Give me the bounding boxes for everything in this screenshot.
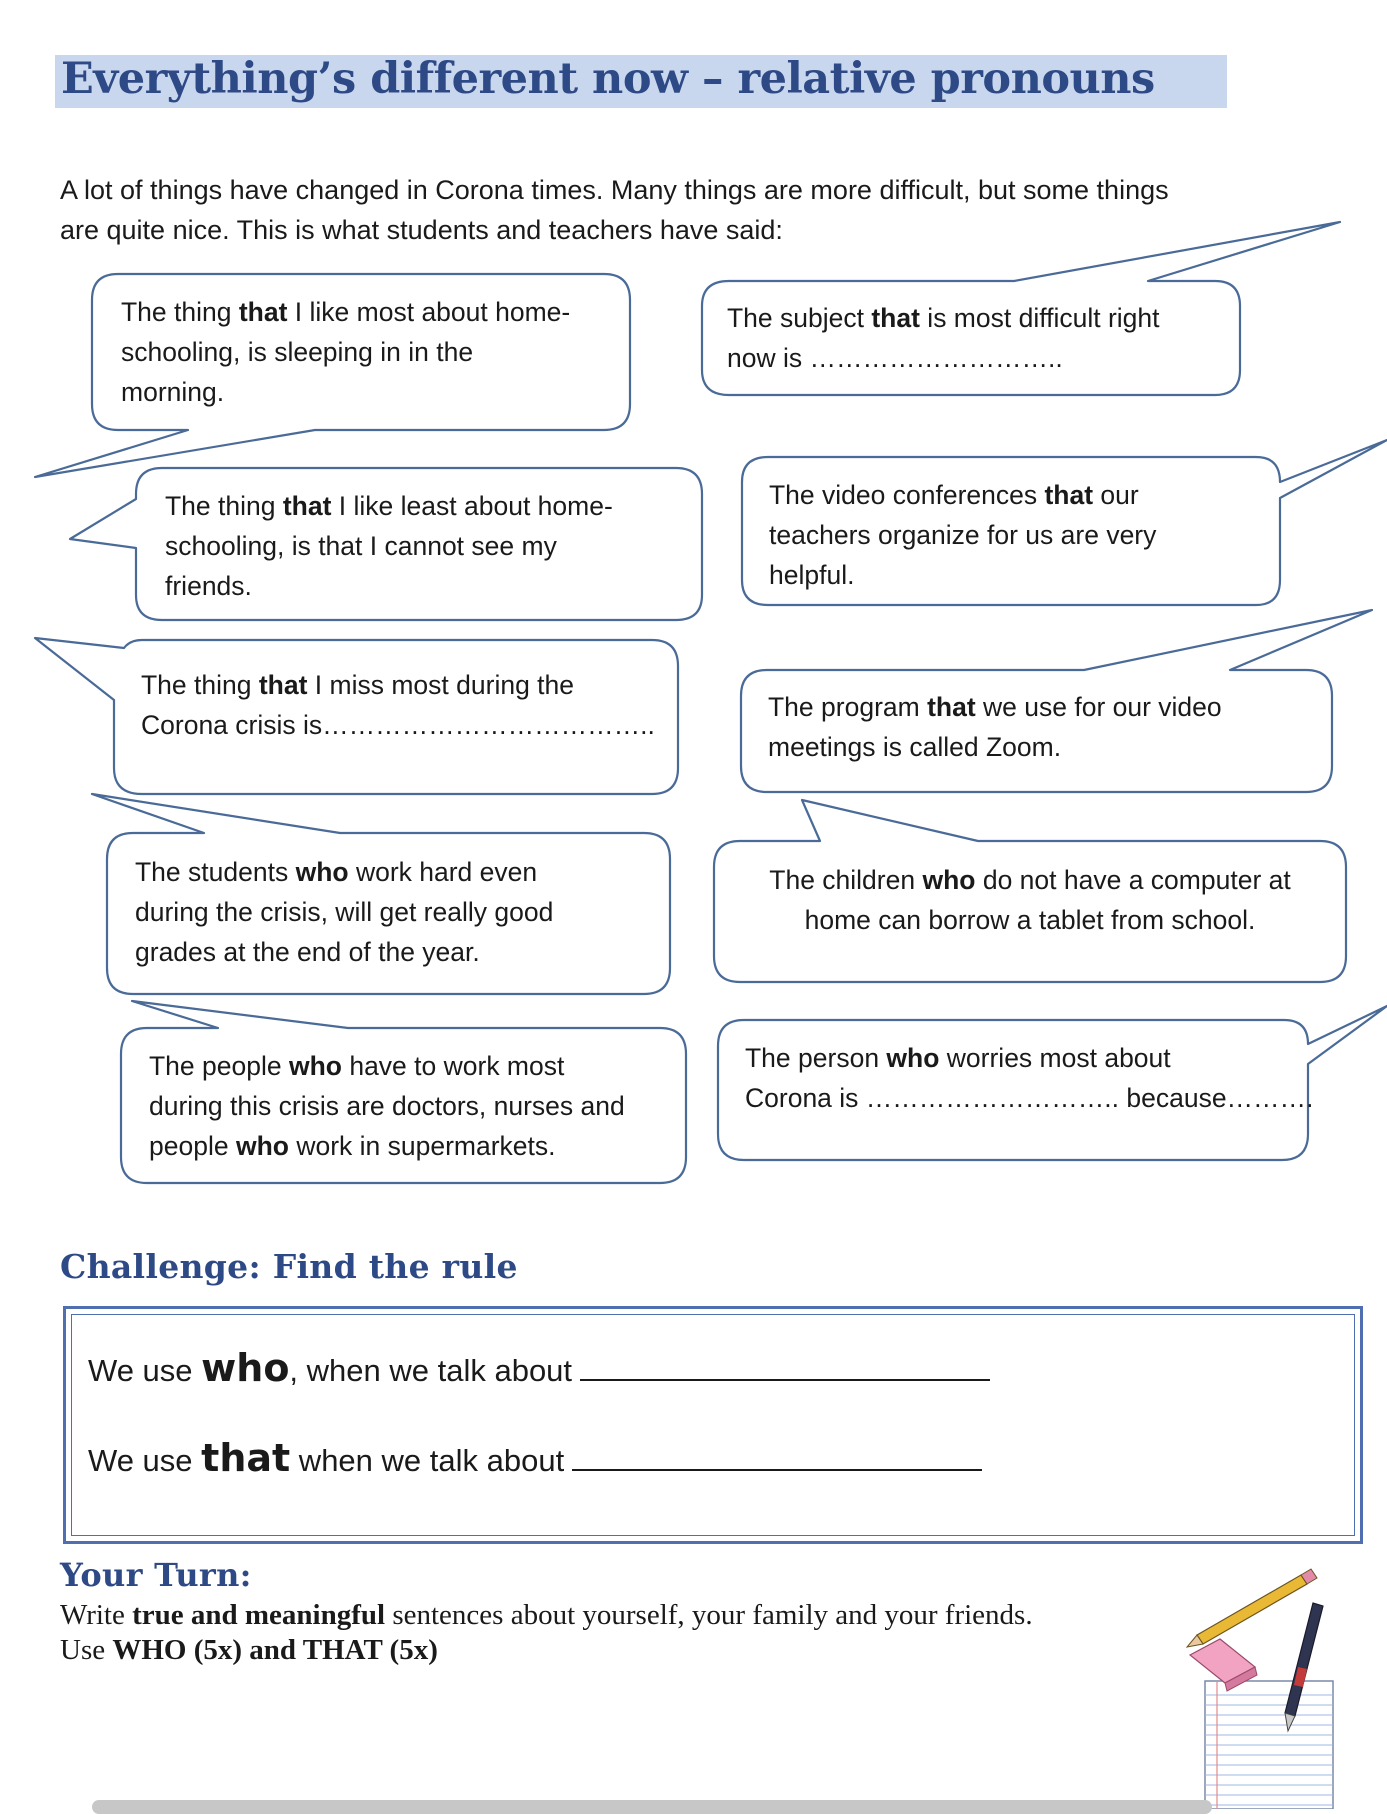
bubble-line: now is ……………………….. xyxy=(727,343,1063,373)
rule-box xyxy=(63,1306,1363,1544)
bubble-3-text xyxy=(165,486,613,606)
bubble-line: helpful. xyxy=(769,560,855,590)
bubble-4-text xyxy=(769,475,1156,595)
bubble-2-text xyxy=(727,298,1160,378)
who-answer-blank[interactable] xyxy=(580,1355,990,1381)
bubble-5-text xyxy=(141,665,655,745)
bubble-line: The students who work hard even xyxy=(135,857,538,887)
bubble-7-text xyxy=(135,852,553,972)
bubble-line: The thing that I miss most during the xyxy=(141,670,575,700)
bubble-line: schooling, is sleeping in in the xyxy=(121,337,474,367)
bubble-line: The video conferences that our xyxy=(769,480,1139,510)
who-word: who xyxy=(201,1346,290,1390)
bubble-1-text xyxy=(121,292,570,412)
bubble-line: people who work in supermarkets. xyxy=(149,1131,556,1161)
rule-line-who: We use who, when we talk about xyxy=(88,1346,990,1390)
bubble-9-text xyxy=(149,1046,625,1166)
page-title: Everything’s different now – relative pronouns xyxy=(61,54,1155,104)
bubble-line: schooling, is that I cannot see my xyxy=(165,531,557,561)
bubble-line: during the crisis, will get really good xyxy=(135,897,554,927)
bubble-line: grades at the end of the year. xyxy=(135,937,480,967)
bubble-line: The person who worries most about xyxy=(745,1043,1171,1073)
bubble-line: Corona is ……………………….. because………. xyxy=(745,1083,1314,1113)
bubble-line: The thing that I like most about home- xyxy=(121,297,571,327)
that-word: that xyxy=(201,1436,291,1480)
bubble-line: Corona crisis is……………………………….. xyxy=(141,710,655,740)
bubble-line: meetings is called Zoom. xyxy=(768,732,1062,762)
bubble-10-text xyxy=(745,1038,1313,1118)
challenge-heading: Challenge: Find the rule xyxy=(60,1247,518,1286)
bubble-line: The people who have to work most xyxy=(149,1051,565,1081)
intro-paragraph: A lot of things have changed in Corona times. Many things are more difficult, but some things are quite nice. This is what students and teachers have said: xyxy=(60,175,1169,245)
bubble-line: The program that we use for our video xyxy=(768,692,1222,722)
that-answer-blank[interactable] xyxy=(572,1445,982,1471)
bubble-line: during this crisis are doctors, nurses and xyxy=(149,1091,625,1121)
bubble-line: The children who do not have a computer at xyxy=(769,865,1291,895)
rule-line-that: We use that when we talk about xyxy=(88,1436,982,1480)
bubble-line: home can borrow a tablet from school. xyxy=(804,905,1256,935)
your-turn-instructions: Write true and meaningful sentences about yourself, your family and your friends. Use WHO (5x) and THAT (5x) xyxy=(60,1599,1033,1666)
bubble-6-text xyxy=(768,687,1222,767)
your-turn-heading: Your Turn: xyxy=(60,1556,252,1594)
pencil-paper-icon xyxy=(1185,1555,1345,1809)
bubble-line: The thing that I like least about home- xyxy=(165,491,613,521)
bubble-line: morning. xyxy=(121,377,225,407)
bubble-8-text xyxy=(750,860,1310,940)
bubble-line: friends. xyxy=(165,571,252,601)
bottom-divider xyxy=(92,1800,1212,1814)
bubble-line: The subject that is most difficult right xyxy=(727,303,1160,333)
bubble-line: teachers organize for us are very xyxy=(769,520,1157,550)
